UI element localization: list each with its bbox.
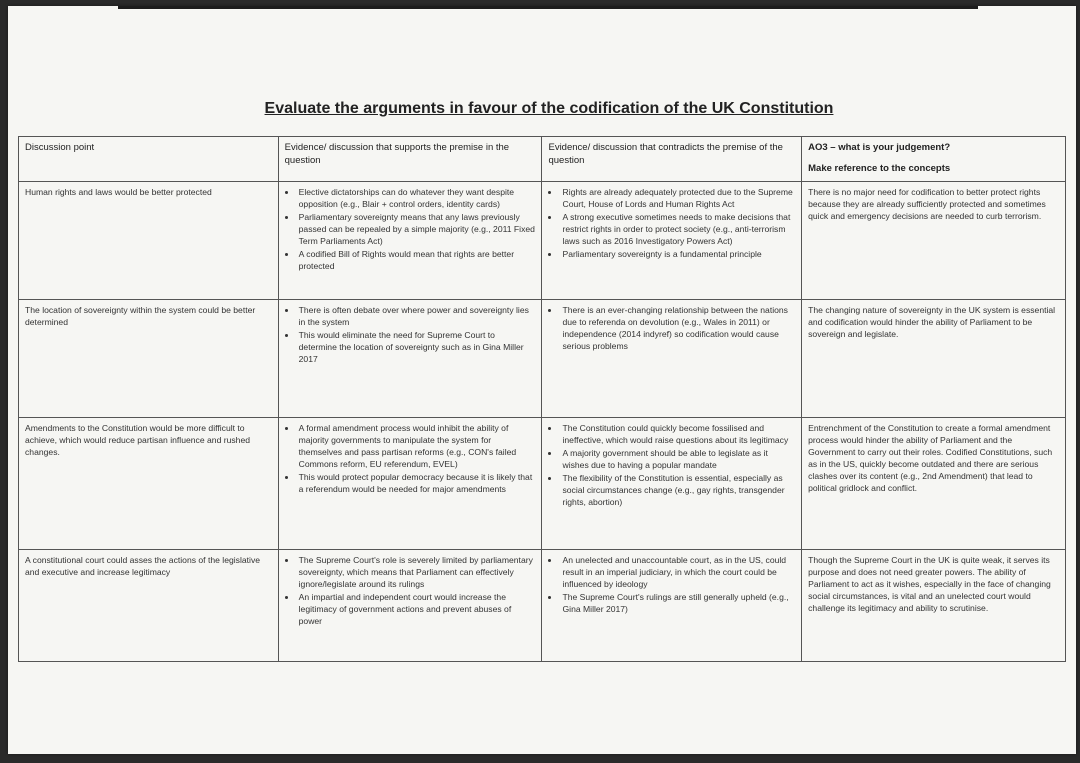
list-item: • This would protect popular democracy because it is likely that a referendum would be needed for major amendments (297, 471, 536, 495)
list-item: • A codified Bill of Rights would mean that rights are better protected (297, 248, 536, 272)
header-discussion-point: Discussion point (19, 137, 279, 182)
header-judgement (802, 137, 1066, 182)
scan-edge (118, 6, 978, 9)
contradicts-cell (542, 417, 802, 550)
list-item: • The Supreme Court's rulings are still generally upheld (e.g., Gina Miller 2017) (560, 591, 795, 615)
list-item: • Elective dictatorships can do whatever they want despite opposition (e.g., Blair + control orders, identity cards) (297, 186, 536, 210)
document-title: Evaluate the arguments in favour of the codification of the UK Constitution (264, 100, 834, 117)
list-item: • Parliamentary sovereignty is a fundamental principle (560, 248, 795, 260)
table-row (19, 550, 1066, 662)
list-item: • This would eliminate the need for Supreme Court to determine the location of sovereignty such as in Gina Miller 2017 (297, 329, 536, 365)
supports-cell (278, 182, 542, 300)
document-page (8, 6, 1076, 754)
discussion-point-cell: The location of sovereignty within the system could be better determined (19, 300, 279, 418)
discussion-point-cell: Amendments to the Constitution would be more difficult to achieve, which would reduce partisan influence and rushed changes. (19, 417, 279, 550)
list-item: • Rights are already adequately protected due to the Supreme Court, House of Lords and Human Rights Act (560, 186, 795, 210)
header-judgement-subtitle: Make reference to the concepts (808, 163, 951, 174)
contradicts-cell (542, 550, 802, 662)
contradicts-cell (542, 182, 802, 300)
table-row (19, 300, 1066, 418)
supports-cell (278, 550, 542, 662)
table-row (19, 182, 1066, 300)
list-item: • The Constitution could quickly become fossilised and ineffective, which would raise questions about its legitimacy (560, 422, 795, 446)
supports-cell (278, 417, 542, 550)
header-judgement-title: AO3 – what is your judgement? (808, 142, 951, 153)
judgement-cell: Though the Supreme Court in the UK is quite weak, it serves its purpose and does not need greater powers. The ability of Parliament to act as it wishes, especially in the face of changing social circumstances, is vital and an unelected court would challenge its legitimacy and ability to scrutinise. (802, 550, 1066, 662)
list-item: • A formal amendment process would inhibit the ability of majority governments to manipulate the system for themselves and pass partisan reforms (e.g., CON's failed Commons reform, EU referendum, EVEL) (297, 422, 536, 470)
judgement-cell: There is no major need for codification to better protect rights because they are already sufficiently protected and sometimes quick and emergency decisions are needed to curb terrorism. (802, 182, 1066, 300)
list-item: • A strong executive sometimes needs to make decisions that restrict rights in order to protect society (e.g., anti-terrorism laws such as 2016 Investigatory Powers Act) (560, 211, 795, 247)
discussion-point-cell: A constitutional court could asses the actions of the legislative and executive and increase legitimacy (19, 550, 279, 662)
judgement-cell: Entrenchment of the Constitution to create a formal amendment process would hinder the ability of Parliament and the Government to carry out their roles. Codified Constitutions, such as in the US, quickly become outdated and there are serious clashes over its content (e.g., 2nd Amendment) that lead to political gridlock and conflict. (802, 417, 1066, 550)
list-item: • An unelected and unaccountable court, as in the US, could result in an imperial judiciary, in which the court could be influenced by ideology (560, 554, 795, 590)
list-item: • A majority government should be able to legislate as it wishes due to having a popular mandate (560, 447, 795, 471)
table-header-row (19, 137, 1066, 182)
discussion-point-cell: Human rights and laws would be better protected (19, 182, 279, 300)
list-item: • An impartial and independent court would increase the legitimacy of government actions and prevent abuses of power (297, 591, 536, 627)
list-item: • The Supreme Court's role is severely limited by parliamentary sovereignty, which means that Parliament can effectively ignore/legislate around its rulings (297, 554, 536, 590)
header-supports: Evidence/ discussion that supports the premise in the question (278, 137, 542, 182)
contradicts-cell (542, 300, 802, 418)
list-item: • The flexibility of the Constitution is essential, especially as social circumstances change (e.g., gay rights, transgender rights, abortion) (560, 472, 795, 508)
list-item: • Parliamentary sovereignty means that any laws previously passed can be repealed by a simple majority (e.g., 2011 Fixed Term Parliaments Act) (297, 211, 536, 247)
judgement-cell: The changing nature of sovereignty in the UK system is essential and codification would hinder the ability of Parliament to be sovereign and legislate. (802, 300, 1066, 418)
header-contradicts: Evidence/ discussion that contradicts the premise of the question (542, 137, 802, 182)
evaluation-table (18, 136, 1066, 662)
supports-cell (278, 300, 542, 418)
list-item: • There is often debate over where power and sovereignty lies in the system (297, 304, 536, 328)
list-item: • There is an ever-changing relationship between the nations due to referenda on devolution (e.g., Wales in 2011) or independence (2014 indyref) so codification would cause serious problems (560, 304, 795, 352)
table-row (19, 417, 1066, 550)
